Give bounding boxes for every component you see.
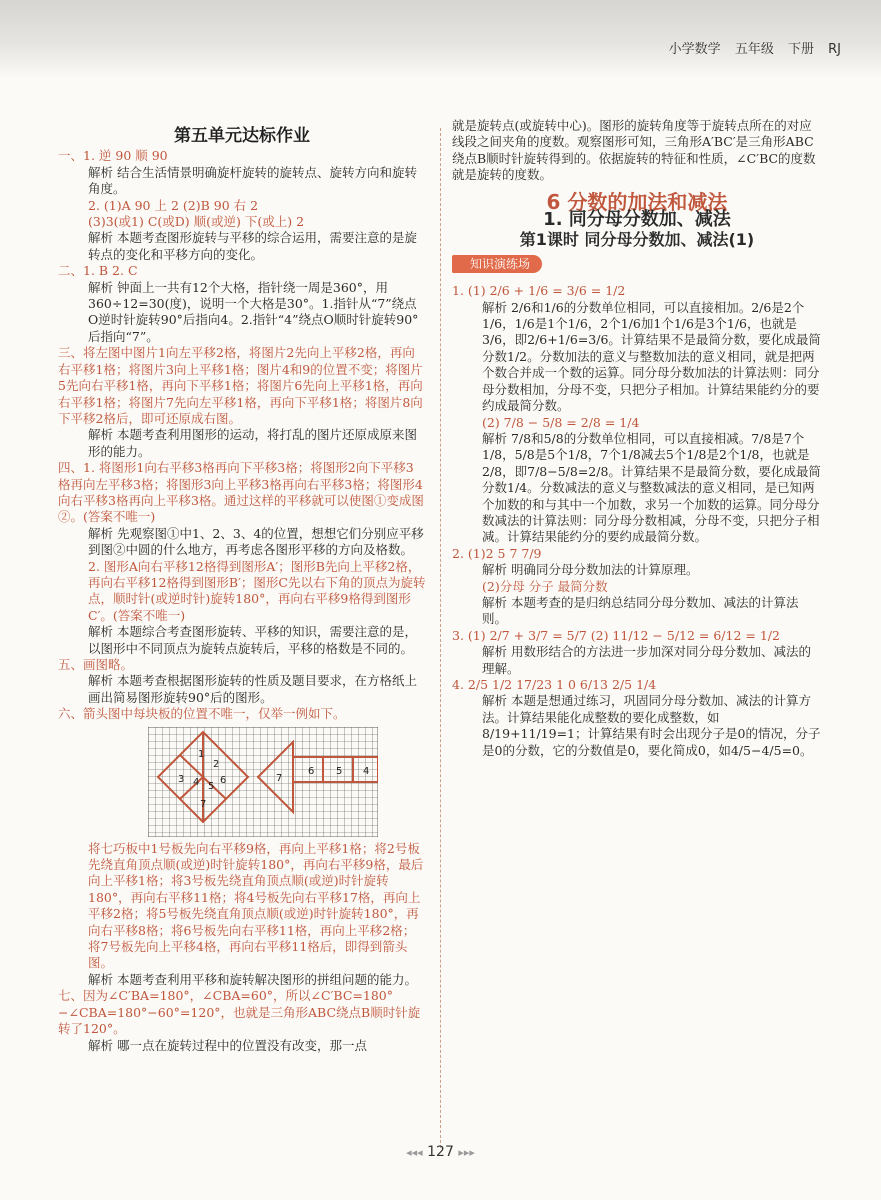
q1-2: (2) 7/8 − 5/8 = 2/8 = 1/4 xyxy=(482,414,640,430)
tangram-label-7: 7 xyxy=(200,798,207,810)
page-footer xyxy=(0,1144,881,1160)
q1-1-analysis: 解析 2/6和1/6的分数单位相同，可以直接相加。2/6是2个1/6，1/6是1个1/6，2个1/6加1个1/6是3个1/6，也就是3/6，即2/6+1/6=3/6。计算结果不是最简分数，要化成最简分数1/2。分数加法的意义与整数加法的意义相同，就是把两个数合并成一个数的运算。同分母分数加法的计算法则：同分母分数相加，分母不变，只把分子相加。计算结果能约分的要约成最简分数。 xyxy=(482,299,821,414)
answer-1-1: 一、1. 逆 90 顺 90 xyxy=(58,148,168,164)
tangram-label-2: 2 xyxy=(213,758,220,770)
analysis-2: 解析 钟面上一共有12个大格，指针绕一周是360°，用360÷12=30(度)，说明一个大格是30°。1.指针从“7”绕点O逆时针旋转90°后指向4。2.指针“4”绕点O顺时针旋转90°后指向“7”。 xyxy=(88,279,419,344)
q2-1: 2. (1)2 5 7 7/9 xyxy=(452,545,542,561)
period-title: 第1课时 同分母分数加、减法(1) xyxy=(519,230,755,250)
q1-1: 1. (1) 2/6 + 1/6 = 3/6 = 1/2 xyxy=(452,283,626,299)
q4: 4. 2/5 1/2 17/23 1 0 6/13 2/5 1/4 xyxy=(452,677,657,692)
tangram-label-4: 4 xyxy=(193,776,200,788)
answer-1-2: 2. (1)A 90 上 2 (2)B 90 右 2 xyxy=(88,197,259,213)
answer-4-1: 四、1. 将图形1向右平移3格再向下平移3格；将图形2向下平移3格再向左平移3格；将图形3向上平移3格再向右平移3格；将图形4向右平移3格再向上平移3格。通过这样的平移就可以使图①变成图②。(答案不唯一) xyxy=(58,460,424,525)
answer-5: 五、画图略。 xyxy=(58,657,134,672)
analysis-1-1: 解析 结合生活情景明确旋杆旋转的旋转点、旋转方向和旋转角度。 xyxy=(88,164,417,197)
unit-title: 第五单元达标作业 xyxy=(174,126,310,146)
analysis-4-2: 解析 本题综合考查图形旋转、平移的知识，需要注意的是，以图形中不同顶点为旋转点旋转后，平移的格数是不同的。 xyxy=(88,624,417,656)
answer-1-2b: (3)3(或1) C(或D) 顺(或逆) 下(或上) 2 xyxy=(88,214,305,230)
header-subject: 小学数学 xyxy=(668,42,721,57)
analysis-3: 解析 本题考查利用图形的运动，将打乱的图片还原成原来图形的能力。 xyxy=(88,427,417,459)
q2-1-analysis: 解析 明确同分母分数加法的计算原理。 xyxy=(482,562,699,578)
tangram-label-5b: 5 xyxy=(336,765,343,777)
tangram-label-5: 5 xyxy=(208,780,215,792)
q1-2-analysis: 解析 7/8和5/8的分数单位相同，可以直接相减。7/8是7个1/8，5/8是5个1/8，7个1/8减去5个1/8是2个1/8，也就是2/8，即7/8−5/8=2/8。计算结果不是最简分数，要化成最简分数1/4。分数减法的意义与整数减法的意义相同，是已知两个加数的和与其中一个加数，求另一个加数的运算。同分母分数减法的计算法则：同分母分数相减，分母不变，只把分子相减。计算结果能约分的要约成最简分数。 xyxy=(482,430,821,545)
analysis-6: 解析 本题考查利用平移和旋转解决图形的拼组问题的能力。 xyxy=(88,971,417,987)
q3: 3. (1) 2/7 + 3/7 = 5/7 (2) 11/12 − 5/12 = 6/12 = 1/2 xyxy=(452,627,780,643)
tangram-label-3: 3 xyxy=(178,773,185,785)
q3-analysis: 解析 用数形结合的方法进一步加深对同分母分数加、减法的理解。 xyxy=(482,644,811,676)
q4-analysis: 解析 本题是想通过练习，巩固同分母分数加、减法的计算方法。计算结果能化成整数的要化成整数，如8/19+11/19=1；计算结果有时会出现分子是0的情况，分子是0的分数，它的分数值是0，要化简成0，如4/5−4/5=0。 xyxy=(482,693,821,758)
analysis-1-2: 解析 本题考查图形旋转与平移的综合运用，需要注意的是旋转点的变化和平移方向的变化。 xyxy=(88,230,417,262)
lesson-title: 1. 同分母分数加、减法 xyxy=(543,209,731,231)
tangram-label-7b: 7 xyxy=(276,772,283,784)
answer-3: 三、将左图中图片1向左平移2格，将图片2先向上平移2格，再向右平移1格；将图片3向上平移1格；图片4和9的位置不变；将图片5先向右平移1格，再向下平移1格；将图片6先向上平移1格，再向右平移1格；将图片7先向左平移1格，再向下平移1格；将图片8向下平移2格后，即可还原成右图。 xyxy=(58,345,423,426)
answer-6-desc: 将七巧板中1号板先向右平移9格，再向上平移1格；将2号板先绕直角顶点顺(或逆)时针旋转180°，再向右平移9格，最后向上平移1格；将3号板先绕直角顶点顺(或逆)时针旋转180°，再向右平移11格；将4号板先向右平移17格，再向上平移2格；将5号板先绕直角顶点顺(或逆)时针旋转180°，再向右平移8格；将6号板先向右平移11格，再向上平移2格；将7号板先向上平移4格，再向右平移11格后，即得到箭头图。 xyxy=(88,840,424,971)
answer-6: 六、箭头图中每块板的位置不唯一，仅举一例如下。 xyxy=(58,706,346,722)
analysis-7-continued: 就是旋转点(或旋转中心)。图形的旋转角度等于旋转点所在的对应线段之间夹角的度数。观察图形可知，三角形A′BC′是三角形ABC绕点B顺时针旋转得到的。依据旋转的特征和性质，∠C′BC的度数就是旋转的度数。 xyxy=(452,118,816,183)
chapter-title: 6 分数的加法和减法 xyxy=(546,189,728,214)
column-divider xyxy=(440,128,441,1148)
answer-2: 二、1. B 2. C xyxy=(58,263,138,279)
tangram-label-1: 1 xyxy=(198,748,205,760)
page-number: 127 xyxy=(427,1144,454,1160)
header-term: 下册 xyxy=(787,42,814,57)
analysis-7: 解析 哪一点在旋转过程中的位置没有改变，那一点 xyxy=(88,1037,367,1053)
right-arrows-icon: ▸▸▸ xyxy=(458,1146,475,1159)
left-column xyxy=(58,128,426,1054)
header-edition: RJ xyxy=(828,42,841,57)
q2-2-analysis: 解析 本题考查的是归纳总结同分母分数加、减法的计算法则。 xyxy=(482,594,799,627)
answer-4-2: 2. 图形A向右平移12格得到图形A′；图形B先向上平移2格，再向右平移12格得到图形B′；图形C先以右下角的顶点为旋转点，顺时针(或逆时针)旋转180°，再向右平移9格得到图形C′。(答案不唯一) xyxy=(88,558,426,623)
tangram-label-6b: 6 xyxy=(308,765,315,777)
right-column xyxy=(452,118,822,759)
header-grade: 五年级 xyxy=(734,42,774,57)
tangram-grid-figure xyxy=(148,727,378,837)
tangram-label-4b: 4 xyxy=(363,765,370,777)
analysis-4-1: 解析 先观察图①中1、2、3、4的位置，想想它们分别应平移到图②中圆的什么地方，再考虑各图形平移的方向及格数。 xyxy=(88,525,424,558)
book-header xyxy=(659,38,841,57)
q2-2: (2)分母 分子 最简分数 xyxy=(482,578,608,594)
analysis-5: 解析 本题考查根据图形旋转的性质及题目要求，在方格纸上画出简易图形旋转90°后的图形。 xyxy=(88,673,417,705)
practice-banner: 知识演练场 xyxy=(452,255,542,273)
tangram-label-6: 6 xyxy=(220,774,227,786)
answer-7: 七、因为∠C′BA=180°，∠CBA=60°，所以∠C′BC=180°−∠CBA=180°−60°=120°，也就是三角形ABC绕点B顺时针旋转了120°。 xyxy=(58,988,421,1037)
left-arrows-icon: ◂◂◂ xyxy=(406,1146,423,1159)
